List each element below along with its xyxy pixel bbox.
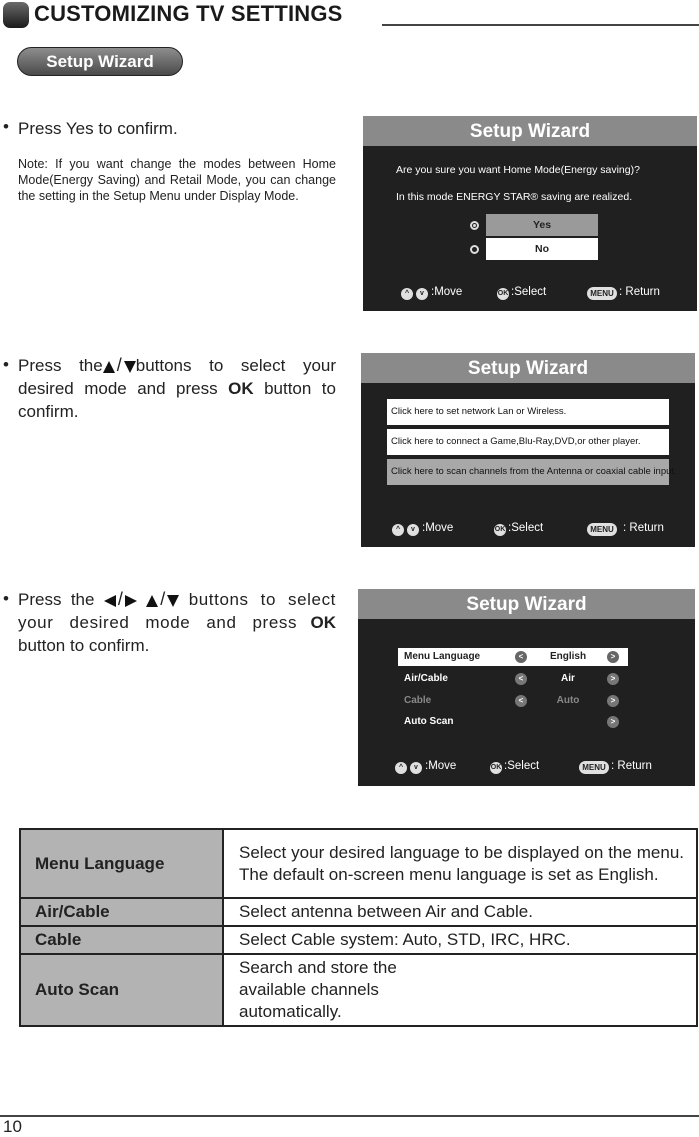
section-icon <box>3 2 29 28</box>
row-auto-scan[interactable] <box>398 713 628 731</box>
setup-wizard-badge: Setup Wizard <box>17 47 183 76</box>
wizard-item-network[interactable]: Click here to set network Lan or Wireless. <box>387 399 669 425</box>
tv-screen-settings <box>358 589 695 786</box>
screen-footer <box>358 760 695 778</box>
table-value: Select antenna between Air and Cable. <box>223 898 697 926</box>
ok-button-icon: OK <box>494 524 506 536</box>
instr-text-c: button to confirm. <box>18 636 150 655</box>
return-label: : Return <box>623 522 664 534</box>
instr-text-b: buttons to select your desired mode and press <box>18 590 337 632</box>
move-label: :Move <box>425 760 457 772</box>
table-row <box>20 829 697 898</box>
instruction-select-options: Press the / / buttons to select your desired mode and press OK button to confirm. <box>18 589 337 655</box>
page-title: CUSTOMIZING TV SETTINGS <box>34 1 343 26</box>
return-label: : Return <box>619 286 660 298</box>
up-button-icon: ^ <box>395 762 407 774</box>
right-arrow-icon <box>125 595 137 607</box>
right-chevron-icon[interactable]: > <box>607 716 619 728</box>
settings-table <box>19 828 698 1027</box>
down-arrow-icon <box>167 595 179 607</box>
energy-question: Are you sure you want Home Mode(Energy saving)? <box>396 164 640 176</box>
instr-text-a: Press the <box>18 356 103 375</box>
up-button-icon: ^ <box>401 288 413 300</box>
tv-screen-connect <box>361 353 695 547</box>
row-value: Auto <box>556 695 580 706</box>
ok-keyword: OK <box>310 613 336 632</box>
row-value: English <box>549 651 587 662</box>
instruction-select-mode: Press the / buttons to select your desired mode and press OK button to confirm. <box>18 355 337 421</box>
row-label: Menu Language <box>404 651 481 662</box>
footer-rule <box>0 1115 699 1117</box>
row-value: Air <box>561 673 575 684</box>
wizard-item-player[interactable]: Click here to connect a Game,Blu-Ray,DVD,or other player. <box>387 429 669 455</box>
right-chevron-icon[interactable]: > <box>607 695 619 707</box>
left-arrow-icon <box>104 595 116 607</box>
table-row <box>20 898 697 926</box>
energy-info: In this mode ENERGY STAR® saving are realized. <box>396 191 633 203</box>
row-air-cable[interactable] <box>398 670 628 688</box>
return-label: : Return <box>611 760 652 772</box>
select-label: :Select <box>508 522 544 534</box>
move-label: :Move <box>422 522 454 534</box>
menu-button-icon: MENU <box>587 523 617 536</box>
up-arrow-icon <box>146 595 158 607</box>
bullet: • <box>3 589 9 608</box>
down-button-icon: v <box>407 524 419 536</box>
screen-footer <box>361 522 695 540</box>
note-text: Note: If you want change the modes between Home Mode(Energy Saving) and Retail Mode, you can change the setting in the Setup Menu under Display Mode. <box>18 157 336 203</box>
table-key: Cable <box>20 926 223 954</box>
row-label: Cable <box>404 695 432 706</box>
row-label: Auto Scan <box>404 716 454 727</box>
ok-keyword: OK <box>228 379 254 398</box>
radio-no-icon[interactable] <box>470 245 479 254</box>
radio-yes-icon[interactable] <box>470 221 479 230</box>
select-label: :Select <box>504 760 540 772</box>
down-button-icon: v <box>410 762 422 774</box>
row-label: Air/Cable <box>404 673 448 684</box>
page-number: 10 <box>3 1117 22 1136</box>
table-value: Search and store the available channels automatically. <box>223 954 697 1026</box>
screen-title: Setup Wizard <box>361 353 695 383</box>
tv-screen-energy <box>363 116 697 311</box>
table-row <box>20 954 697 1026</box>
bullet: • <box>3 117 9 136</box>
table-key: Auto Scan <box>20 954 223 1026</box>
select-label: :Select <box>511 286 547 298</box>
menu-button-icon: MENU <box>587 287 617 300</box>
table-value: Select Cable system: Auto, STD, IRC, HRC. <box>223 926 697 954</box>
screen-footer <box>363 286 697 304</box>
table-key: Menu Language <box>20 829 223 898</box>
up-button-icon: ^ <box>392 524 404 536</box>
table-value: Select your desired language to be displayed on the menu. The default on-screen menu language is set as English. <box>223 829 697 898</box>
screen-title: Setup Wizard <box>358 589 695 619</box>
header-rule <box>382 24 699 26</box>
left-chevron-icon[interactable]: < <box>515 695 527 707</box>
option-no[interactable]: No <box>486 238 598 260</box>
option-yes[interactable]: Yes <box>486 214 598 236</box>
left-chevron-icon[interactable]: < <box>515 651 527 663</box>
row-cable[interactable] <box>398 692 628 710</box>
instruction-confirm: Press Yes to confirm. <box>18 119 178 138</box>
ok-button-icon: OK <box>497 288 509 300</box>
bullet: • <box>3 355 9 374</box>
table-row <box>20 926 697 954</box>
wizard-item-scan[interactable]: Click here to scan channels from the Antenna or coaxial cable input. <box>387 459 669 485</box>
screen-title: Setup Wizard <box>363 116 697 146</box>
move-label: :Move <box>431 286 463 298</box>
table-key: Air/Cable <box>20 898 223 926</box>
instr-text-a: Press the <box>18 590 95 609</box>
down-button-icon: v <box>416 288 428 300</box>
right-chevron-icon[interactable]: > <box>607 651 619 663</box>
instr-text-b: buttons to select your desired mode and press <box>18 356 337 398</box>
menu-button-icon: MENU <box>579 761 609 774</box>
right-chevron-icon[interactable]: > <box>607 673 619 685</box>
ok-button-icon: OK <box>490 762 502 774</box>
down-arrow-icon <box>124 361 136 373</box>
row-menu-language[interactable] <box>398 648 628 666</box>
up-arrow-icon <box>103 361 115 373</box>
left-chevron-icon[interactable]: < <box>515 673 527 685</box>
instr-text-c: button to confirm. <box>18 379 336 421</box>
